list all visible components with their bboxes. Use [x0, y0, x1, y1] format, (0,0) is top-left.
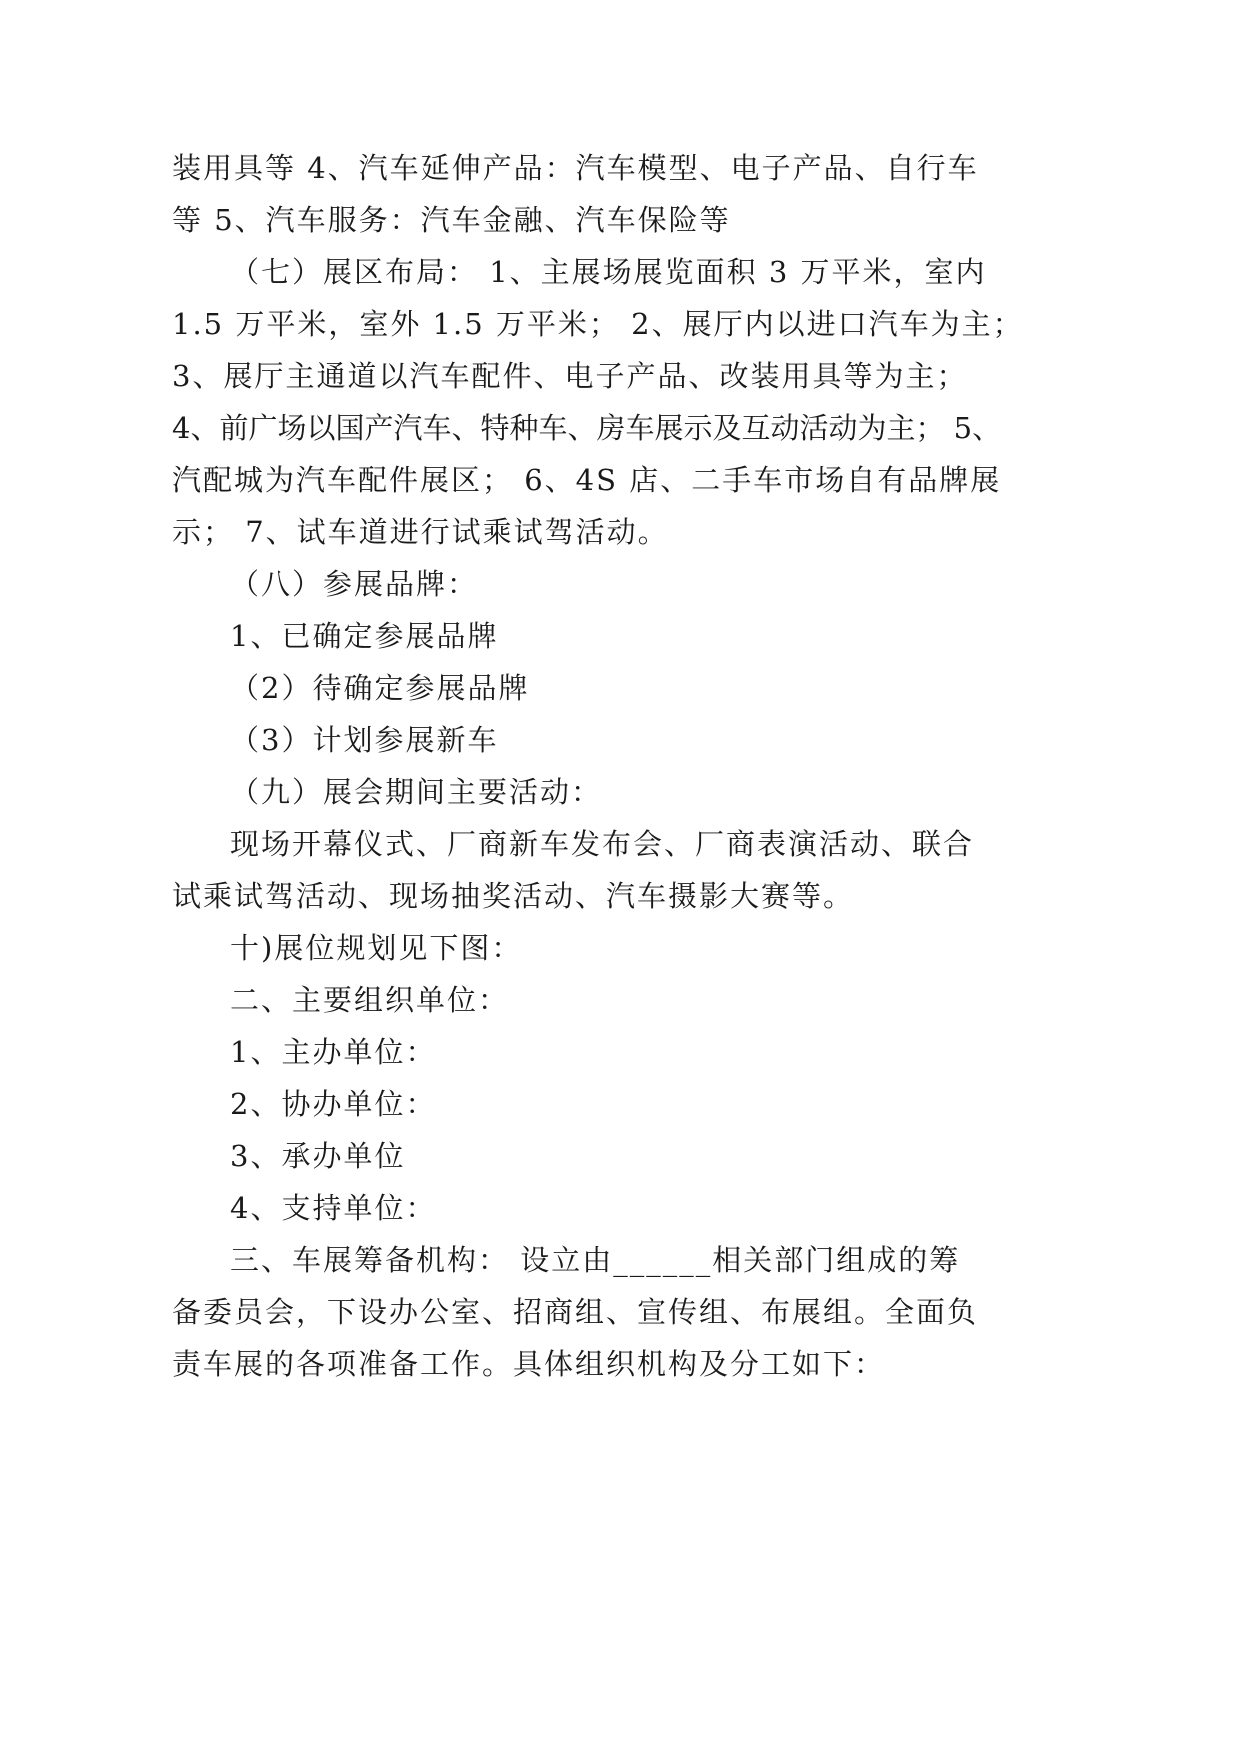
text-line: 等 5、汽车服务：汽车金融、汽车保险等	[172, 203, 731, 237]
list-item: （3）计划参展新车	[230, 723, 499, 757]
section-heading: 三、车展筹备机构： 设立由______相关部门组成的筹	[230, 1243, 961, 1277]
list-item: （2）待确定参展品牌	[230, 671, 530, 705]
text-line: 责车展的各项准备工作。具体组织机构及分工如下：	[172, 1347, 886, 1381]
text-line: 试乘试驾活动、现场抽奖活动、汽车摄影大赛等。	[172, 879, 855, 913]
text-line: 汽配城为汽车配件展区； 6、4S 店、二手车市场自有品牌展	[172, 463, 1002, 497]
text-line: （七）展区布局： 1、主展场展览面积 3 万平米，室内	[230, 255, 987, 289]
text-line: 示； 7、试车道进行试乘试驾活动。	[172, 515, 669, 549]
text-line: 装用具等 4、汽车延伸产品：汽车模型、电子产品、自行车	[172, 151, 979, 185]
text-line: 现场开幕仪式、厂商新车发布会、厂商表演活动、联合	[230, 827, 975, 861]
list-item: 1、已确定参展品牌	[230, 619, 499, 653]
section-heading: （九）展会期间主要活动：	[230, 775, 603, 809]
list-item: 1、主办单位：	[230, 1035, 437, 1069]
text-line: 3、展厅主通道以汽车配件、电子产品、改装用具等为主；	[172, 359, 968, 393]
list-item: 3、承办单位	[230, 1139, 406, 1173]
section-heading: 十)展位规划见下图：	[230, 931, 523, 965]
section-heading: （八）参展品牌：	[230, 567, 479, 601]
text-line: 备委员会，下设办公室、招商组、宣传组、布展组。全面负	[172, 1295, 979, 1329]
list-item: 2、协办单位：	[230, 1087, 437, 1121]
section-heading: 二、主要组织单位：	[230, 983, 510, 1017]
text-line: 4、前广场以国产汽车、特种车、房车展示及互动活动为主； 5、	[172, 411, 1002, 445]
list-item: 4、支持单位：	[230, 1191, 437, 1225]
text-line: 1.5 万平米，室外 1.5 万平米； 2、展厅内以进口汽车为主；	[172, 307, 1024, 341]
